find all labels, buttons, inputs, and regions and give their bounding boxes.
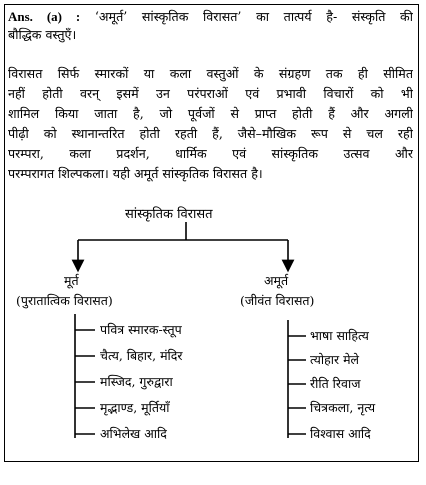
answer-label: Ans. (a) :: [8, 9, 81, 24]
left-list-item: मस्जिद, गुरुद्वारा: [100, 374, 173, 389]
right-list-item: रीति रिवाज: [310, 376, 361, 391]
left-list-item: अभिलेख आदि: [100, 426, 167, 441]
right-list-item: त्योहार मेले: [310, 352, 360, 367]
paragraph-line: पीढ़ी को स्थानान्तरित होती रहती हैं, जैसे–मौखिक रूप से चल रही: [8, 126, 413, 141]
paragraph-line: परम्परा, कला प्रदर्शन, धार्मिक एवं सांस्कृतिक उत्सव और: [8, 146, 413, 161]
paragraph-line: परम्परागत शिल्पकला। यही अमूर्त सांस्कृतिक विरासत है।: [8, 166, 263, 181]
left-list-item: मृद्भाण्ड, मूर्तियाँ: [100, 400, 170, 415]
left-list-item: पवित्र स्मारक-स्तूप: [100, 322, 182, 337]
answer-intro-line-2: बौद्धिक वस्तुएँ।: [8, 27, 77, 42]
left-branch-title: मूर्त: [64, 273, 79, 288]
paragraph-line: विरासत सिर्फ स्मारकों या कला वस्तुओं के संग्रहण तक ही सीमित: [8, 66, 413, 81]
right-list-item: चित्रकला, नृत्य: [310, 400, 376, 415]
left-branch-subtitle: (पुरातात्विक विरासत): [16, 293, 113, 308]
right-branch-title: अमूर्त: [264, 273, 289, 288]
right-list-item: विश्वास आदि: [310, 426, 371, 441]
paragraph-line: शामिल किया जाता है, जो पूर्वजों से प्राप्त होती हैं और अगली: [8, 106, 413, 121]
right-branch-subtitle: (जीवंत विरासत): [240, 293, 315, 308]
answer-intro-text: ‘अमूर्त’ सांस्कृतिक विरासत’ का तात्पर्य है- संस्कृति की: [94, 9, 413, 24]
left-list-item: चैत्य, बिहार, मंदिर: [100, 348, 183, 363]
diagram-root-label: सांस्कृतिक विरासत: [125, 207, 213, 222]
right-list-item: भाषा साहित्य: [310, 328, 369, 343]
paragraph-line: नहीं होती वरन् इसमें उन परंपराओं एवं प्रभावी विचारों को भी: [8, 86, 413, 101]
